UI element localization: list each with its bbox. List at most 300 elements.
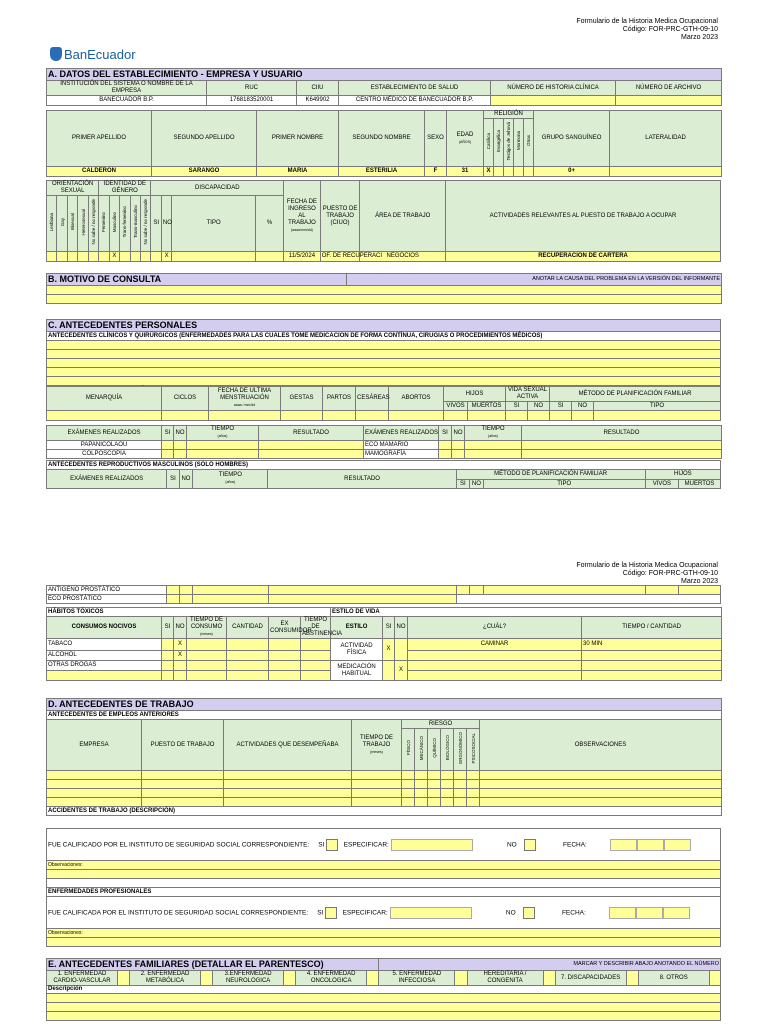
empleo-field[interactable] <box>454 789 467 798</box>
fam-check-2[interactable] <box>201 971 213 986</box>
section-d-table <box>46 698 722 816</box>
metodo-si-label: SI <box>550 402 572 411</box>
hijos-field[interactable] <box>645 586 678 595</box>
puesto-value[interactable]: OF. DE RECUPERACI <box>320 252 360 262</box>
empleo-field[interactable] <box>480 780 722 789</box>
habitos-heading: HÁBITOS TÓXICOS <box>47 608 331 617</box>
empleo-field[interactable] <box>415 771 428 780</box>
ident-check[interactable] <box>130 252 140 262</box>
primer-nombre-value[interactable]: MARIA <box>257 167 339 177</box>
eco-prostatico-label: ECO PROSTÁTICO <box>47 595 167 604</box>
riesgo-opt <box>415 729 428 771</box>
actividad-tiempo[interactable] <box>582 651 722 661</box>
exam-check[interactable] <box>162 450 174 459</box>
enfermedades-observaciones[interactable]: Observaciones: <box>47 929 721 938</box>
tiempo-label: TIEMPO <box>218 472 242 478</box>
col-institucion: INSTITUCIÓN DEL SISTEMA O NOMBRE DE LA EMPRESA <box>47 81 207 96</box>
disc-si-check[interactable] <box>151 252 161 262</box>
masc-no-label: NO <box>179 470 193 489</box>
primer-apellido-value[interactable]: CALDERON <box>47 167 152 177</box>
calif2-no-checkbox[interactable] <box>523 907 535 919</box>
masculinos-heading: ANTECEDENTES REPRODUCTIVOS MASCULINOS (SOLO HOMBRES) <box>47 461 721 470</box>
antigeno-tiempo[interactable] <box>193 586 268 595</box>
metodo-check[interactable] <box>456 586 470 595</box>
empleo-field[interactable] <box>352 771 402 780</box>
ident-check[interactable] <box>140 252 150 262</box>
col-orientacion: ORIENTACIÓN SEXUAL <box>47 181 99 196</box>
segundo-nombre-value[interactable]: ESTERILIA <box>339 167 425 177</box>
tabaco-ex[interactable] <box>269 639 301 651</box>
ident-check[interactable] <box>120 252 130 262</box>
metodo-field[interactable] <box>483 586 645 595</box>
calif-si-checkbox[interactable] <box>326 839 338 851</box>
col-discapacidad: DISCAPACIDAD <box>151 181 284 196</box>
actividad-fisica-si[interactable]: X <box>383 639 395 661</box>
fam-descripcion-label: Descripción <box>47 986 721 994</box>
clinicos-line[interactable] <box>47 368 721 377</box>
empleo-field[interactable] <box>454 798 467 807</box>
fam-check-5[interactable] <box>455 971 467 986</box>
actividad-cual[interactable] <box>408 651 582 661</box>
empleo-field[interactable] <box>441 780 454 789</box>
fecha-aaaa[interactable] <box>610 839 637 851</box>
alcohol-no[interactable]: X <box>174 651 187 661</box>
gineco-field[interactable] <box>162 411 209 421</box>
masc-si-label: SI <box>167 470 180 489</box>
ident-opt <box>130 196 140 252</box>
religion-otras-check[interactable] <box>524 167 534 177</box>
ident-check[interactable] <box>99 252 109 262</box>
fecha-mm[interactable] <box>637 839 664 851</box>
calif2-fecha-label: FECHA: <box>561 909 586 917</box>
exam-check[interactable] <box>174 450 187 459</box>
orient-check[interactable] <box>78 252 88 262</box>
col-grupo-sanguineo: GRUPO SANGUÍNEO <box>534 111 610 167</box>
accidentes-line[interactable] <box>47 870 721 879</box>
historia-clinica-field[interactable] <box>491 96 616 106</box>
fam-check-8[interactable] <box>709 971 720 986</box>
motivo-line[interactable] <box>47 295 722 304</box>
lateralidad-field[interactable] <box>610 167 722 177</box>
otras-field[interactable] <box>187 671 227 681</box>
empleo-field[interactable] <box>428 789 441 798</box>
empleo-field[interactable] <box>402 780 415 789</box>
enfermedades-line[interactable] <box>47 938 721 947</box>
fam-descripcion-line[interactable] <box>47 1003 721 1012</box>
empleo-field[interactable] <box>454 780 467 789</box>
col-hijos: HIJOS <box>444 387 506 402</box>
section-e-note: MARCAR Y DESCRIBIR ABAJO ANOTANDO EL NÚMERO <box>379 959 721 971</box>
otras-si[interactable] <box>162 661 174 671</box>
exam2-si-label: SI <box>439 426 452 441</box>
empleo-field[interactable] <box>415 798 428 807</box>
empleo-field[interactable] <box>402 771 415 780</box>
form-code: Código: FOR-PRC-GTH-09-10 <box>622 26 718 33</box>
motivo-line[interactable] <box>47 286 722 295</box>
form-title: Formulario de la Historia Medica Ocupacional <box>576 18 718 25</box>
exam-field[interactable] <box>259 450 364 459</box>
antigeno-resultado[interactable] <box>268 586 456 595</box>
orient-lesbiana: Lesbiana <box>49 212 55 232</box>
clinicos-line[interactable] <box>47 341 721 350</box>
exam-field[interactable] <box>465 441 522 450</box>
archivo-field[interactable] <box>616 96 722 106</box>
ident-nsnr: No sabe / no responde <box>143 199 149 245</box>
orient-check[interactable] <box>47 252 57 262</box>
eco-tiempo[interactable] <box>193 595 268 604</box>
gineco-field[interactable] <box>356 411 389 421</box>
disc-pct-field[interactable] <box>255 252 283 262</box>
enfermedades-calificacion-row <box>47 897 721 929</box>
clinicos-line[interactable] <box>47 359 721 368</box>
ident-femenino: Femenino <box>101 211 107 232</box>
segundo-apellido-value[interactable]: SARANGO <box>152 167 257 177</box>
otras-field[interactable] <box>301 661 331 671</box>
edad-unit: (AÑOS) <box>458 139 472 144</box>
gineco-field[interactable] <box>281 411 323 421</box>
eco-no[interactable] <box>179 595 193 604</box>
fecha2-dd[interactable] <box>663 907 690 919</box>
tiempo-consumo-label: TIEMPO DE CONSUMO <box>189 617 223 630</box>
vida-no-label: NO <box>528 402 550 411</box>
disc-tipo-field[interactable] <box>172 252 256 262</box>
alcohol-ex[interactable] <box>269 651 301 661</box>
religion-evangelica-check[interactable] <box>494 167 504 177</box>
empleo-field[interactable] <box>224 798 352 807</box>
medicacion-cual[interactable] <box>408 661 582 671</box>
calif-especificar-field[interactable] <box>391 839 473 851</box>
section-a-table <box>46 68 722 106</box>
accidentes-observaciones[interactable]: Observaciones: <box>47 861 721 870</box>
empleo-field[interactable] <box>415 780 428 789</box>
exam-check[interactable] <box>452 450 465 459</box>
exam-field[interactable] <box>522 450 722 459</box>
orient-opt <box>88 196 98 252</box>
clinicos-line[interactable] <box>47 350 721 359</box>
col-cantidad: CANTIDAD <box>227 617 269 639</box>
gineco-field[interactable] <box>528 411 550 421</box>
fam-check-6[interactable] <box>543 971 555 986</box>
section-c-title: C. ANTECEDENTES PERSONALES <box>47 320 721 332</box>
actividad-tiempo[interactable]: 30 MIN <box>582 639 722 651</box>
fum-unit: aaaa / mm/dd <box>233 403 256 407</box>
masc-metodo-label: MÉTODO DE PLANIFICACIÓN FAMILIAR <box>456 470 645 480</box>
empleo-field[interactable] <box>142 771 224 780</box>
ident-opt <box>99 196 109 252</box>
calif-no-checkbox[interactable] <box>524 839 536 851</box>
religion-opt <box>514 119 524 167</box>
col-primer-nombre: PRIMER NOMBRE <box>257 111 339 167</box>
empleo-field[interactable] <box>480 771 722 780</box>
gineco-field[interactable] <box>468 411 506 421</box>
empleo-field[interactable] <box>352 780 402 789</box>
alcohol-abst[interactable] <box>301 651 331 661</box>
empleos-heading: ANTECEDENTES DE EMPLEOS ANTERIORES <box>47 711 722 720</box>
gineco-field[interactable] <box>209 411 281 421</box>
exam-field[interactable] <box>465 450 522 459</box>
disc-pct-label: % <box>255 196 283 252</box>
fam-check-1[interactable] <box>117 971 129 986</box>
alcohol-label: ALCOHOL <box>47 651 162 661</box>
calif2-no-label: NO <box>505 909 516 917</box>
empleo-field[interactable] <box>224 789 352 798</box>
metodo-tipo-label: TIPO <box>594 402 721 411</box>
exam-field[interactable] <box>187 450 259 459</box>
exam-check[interactable] <box>439 450 452 459</box>
otras-field[interactable] <box>162 671 174 681</box>
exam-field[interactable] <box>259 441 364 450</box>
orient-opt <box>78 196 88 252</box>
otras-field[interactable] <box>187 661 227 671</box>
exam-check[interactable] <box>174 441 187 450</box>
accidentes-calificacion-row <box>47 829 721 861</box>
exam-label: EXÁMENES REALIZADOS <box>47 426 162 441</box>
otras-field[interactable] <box>47 671 162 681</box>
otras-field[interactable] <box>174 671 187 681</box>
fam-check-4[interactable] <box>367 971 379 986</box>
gineco-field[interactable] <box>323 411 356 421</box>
section-b-table <box>46 273 722 304</box>
clinicos-heading: ANTECEDENTES CLÍNICOS Y QUIRÚRGICOS (ENFERMEDADES PARA LAS CUALES TOME MEDICACION DE FORMA CONTÍNUA, CIRUGIAS O PROCEDIMIENTOS MÉDICOS) <box>47 332 721 341</box>
exam-check[interactable] <box>439 441 452 450</box>
gineco-field[interactable] <box>550 411 572 421</box>
alcohol-si[interactable] <box>162 651 174 661</box>
masc-muertos: MUERTOS <box>679 480 721 489</box>
exam2-resultado-label: RESULTADO <box>522 426 722 441</box>
section-e-title: E. ANTECEDENTES FAMILIARES (DETALLAR EL PARENTESCO) <box>47 959 379 971</box>
col-menarquia: MENARQUÍA <box>47 387 162 411</box>
eco-si[interactable] <box>167 595 180 604</box>
actividad-cual[interactable]: CAMINAR <box>408 639 582 651</box>
exam-check[interactable] <box>452 441 465 450</box>
exam-si-label: SI <box>162 426 174 441</box>
religion-mormona-check[interactable] <box>514 167 524 177</box>
sexo-value[interactable]: F <box>425 167 447 177</box>
empleo-field[interactable] <box>402 798 415 807</box>
masc-tiempo-label <box>193 470 268 489</box>
religion-catolica-check[interactable]: X <box>484 167 494 177</box>
otras-field[interactable] <box>269 661 301 671</box>
ruc-value[interactable]: 1768183520001 <box>207 96 297 106</box>
empleo-field[interactable] <box>467 798 480 807</box>
otras-field[interactable] <box>301 671 331 681</box>
fam-check-7[interactable] <box>626 971 638 986</box>
riesgo-opt <box>402 729 415 771</box>
tabaco-cantidad[interactable] <box>227 639 269 651</box>
gineco-field[interactable] <box>594 411 721 421</box>
col-ruc: RUC <box>207 81 297 96</box>
fam-item-4: 4. ENFERMEDAD ONCOLOGICA <box>296 971 367 986</box>
riesgo-quimico: QUÍMICO <box>431 738 437 758</box>
empleo-field[interactable] <box>428 771 441 780</box>
metodo-check[interactable] <box>470 586 484 595</box>
medicacion-tiempo[interactable] <box>582 671 722 681</box>
empleo-field[interactable] <box>441 771 454 780</box>
section-b-note: ANOTAR LA CAUSA DEL PROBLEMA EN LA VERSIÓN DEL INFORMANTE <box>347 274 722 286</box>
col-gestas: GESTAS <box>281 387 323 411</box>
religion-opt <box>484 119 494 167</box>
empleo-field[interactable] <box>467 780 480 789</box>
empleo-field[interactable] <box>480 798 722 807</box>
exam2-label: EXÁMENES REALIZADOS <box>364 426 439 441</box>
riesgo-mecanico: MECÁNICO <box>418 735 424 761</box>
area-value[interactable]: NEGOCIOS <box>360 252 446 262</box>
institucion-value[interactable]: BANECUADOR B.P. <box>47 96 207 106</box>
col-ciiu: CIIU <box>297 81 339 96</box>
col-establecimiento: ESTABLECIMIENTO DE SALUD <box>339 81 491 96</box>
orient-check[interactable] <box>67 252 77 262</box>
medicacion-si[interactable] <box>383 661 395 681</box>
grupo-sanguineo-value[interactable]: 0+ <box>534 167 610 177</box>
tiempo-unit: (años) <box>225 480 236 484</box>
gineco-table <box>46 386 721 421</box>
col-no: NO <box>174 617 187 639</box>
mamografia-label: MAMOGRAFÍA <box>364 450 439 459</box>
tabaco-tiempo[interactable] <box>187 639 227 651</box>
empleo-field[interactable] <box>352 789 402 798</box>
otras-field[interactable] <box>269 671 301 681</box>
medicacion-tiempo[interactable] <box>582 661 722 671</box>
ciiu-value[interactable]: K649902 <box>297 96 339 106</box>
col-archivo: NÚMERO DE ARCHIVO <box>616 81 722 96</box>
exam2-no-label: NO <box>452 426 465 441</box>
pap-label: PAPANICOLAOU <box>47 441 162 450</box>
col-si: SI <box>162 617 174 639</box>
empleo-field[interactable] <box>224 780 352 789</box>
clinicos-line[interactable] <box>47 377 721 386</box>
estilo-heading: ESTILO DE VIDA <box>331 608 722 617</box>
fecha2-aaaa[interactable] <box>609 907 636 919</box>
fam-descripcion-line[interactable] <box>47 994 721 1003</box>
medicacion-no[interactable]: X <box>395 661 408 681</box>
empleo-field[interactable] <box>142 798 224 807</box>
empleo-field[interactable] <box>467 771 480 780</box>
empleo-field[interactable] <box>47 780 142 789</box>
form-header <box>576 18 718 42</box>
col-fum <box>209 387 281 411</box>
religion-opt <box>504 119 514 167</box>
orient-check[interactable] <box>88 252 98 262</box>
tiempo-label: TIEMPO <box>481 426 505 432</box>
religion-testigos-check[interactable] <box>504 167 514 177</box>
logo-text: BanEcuador <box>64 47 136 62</box>
tabaco-si[interactable] <box>162 639 174 651</box>
empleo-field[interactable] <box>224 771 352 780</box>
calif-no-label: NO <box>506 841 517 849</box>
gineco-field[interactable] <box>389 411 444 421</box>
calif-especificar-label: ESPECIFICAR: <box>343 841 389 849</box>
ident-femenino-check[interactable]: X <box>109 252 119 262</box>
exam2-tiempo-label <box>465 426 522 441</box>
empleo-field[interactable] <box>467 789 480 798</box>
empleo-field[interactable] <box>454 771 467 780</box>
empleo-field[interactable] <box>428 798 441 807</box>
section-b-title: B. MOTIVO DE CONSULTA <box>47 274 347 286</box>
gineco-field[interactable] <box>506 411 528 421</box>
empleo-field[interactable] <box>47 771 142 780</box>
otras-field[interactable] <box>227 671 269 681</box>
actividad-fisica-label: ACTIVIDAD FÍSICA <box>331 639 383 661</box>
empleo-field[interactable] <box>47 789 142 798</box>
empleo-field[interactable] <box>142 780 224 789</box>
establecimiento-value[interactable]: CENTRO MÉDICO DE BANECUADOR B.P. <box>339 96 491 106</box>
masc-metodo-no: NO <box>470 480 484 489</box>
empleo-field[interactable] <box>415 789 428 798</box>
antigeno-si[interactable] <box>167 586 180 595</box>
calif2-si-checkbox[interactable] <box>325 907 337 919</box>
form-date: Marzo 2023 <box>681 34 718 41</box>
fam-descripcion-line[interactable] <box>47 1012 721 1021</box>
empleo-field[interactable] <box>480 789 722 798</box>
empleo-field[interactable] <box>47 798 142 807</box>
fam-check-3[interactable] <box>284 971 296 986</box>
fecha-dd[interactable] <box>664 839 691 851</box>
actividades-value[interactable]: RECUPERACION DE CARTERA <box>446 252 721 262</box>
fecha-ingreso-value[interactable]: 11/5/2024 <box>284 252 321 262</box>
riesgo-opt <box>467 729 480 771</box>
fam-item-1: 1. ENFERMEDAD CARDIO-VASCULAR <box>47 971 118 986</box>
ident-masculino: Masculino <box>111 211 117 233</box>
otras-field[interactable] <box>227 661 269 671</box>
gineco-field[interactable] <box>572 411 594 421</box>
empleo-field[interactable] <box>428 780 441 789</box>
calif-fecha-label: FECHA: <box>563 841 587 849</box>
otras-no[interactable] <box>174 661 187 671</box>
calif2-especificar-field[interactable] <box>390 907 472 919</box>
col-actividades: ACTIVIDADES RELEVANTES AL PUESTO DE TRABAJO A OCUPAR <box>446 181 721 252</box>
edad-label: EDAD <box>456 131 474 138</box>
orient-check[interactable] <box>57 252 67 262</box>
eco-resultado[interactable] <box>268 595 456 604</box>
empleo-field[interactable] <box>142 789 224 798</box>
empleo-field[interactable] <box>441 798 454 807</box>
empleo-field[interactable] <box>352 798 402 807</box>
alcohol-cantidad[interactable] <box>227 651 269 661</box>
antigeno-no[interactable] <box>179 586 193 595</box>
col-puesto: PUESTO DE TRABAJO <box>142 720 224 771</box>
orient-gay: Gay <box>59 217 65 227</box>
col-estilo: ESTILO <box>331 617 383 639</box>
exam-field[interactable] <box>187 441 259 450</box>
tabaco-abst[interactable] <box>301 639 331 651</box>
alcohol-tiempo[interactable] <box>187 651 227 661</box>
section-e-table <box>46 958 721 1021</box>
exam-check[interactable] <box>162 441 174 450</box>
empleo-field[interactable] <box>441 789 454 798</box>
enfermedades-heading: ENFERMEDADES PROFESIONALES <box>47 888 721 897</box>
hijos-field[interactable] <box>679 586 721 595</box>
orient-opt <box>47 196 57 252</box>
empleo-field[interactable] <box>402 789 415 798</box>
form-date: Marzo 2023 <box>681 578 718 585</box>
actividad-fisica-no[interactable] <box>395 639 408 661</box>
gineco-field[interactable] <box>47 411 162 421</box>
antigeno-label: ANTIGENO PROSTÁTICO <box>47 586 167 595</box>
disc-no-check[interactable]: X <box>161 252 171 262</box>
tabaco-no[interactable]: X <box>174 639 187 651</box>
edad-value[interactable]: 31 <box>447 167 484 177</box>
orient-opt <box>67 196 77 252</box>
gineco-field[interactable] <box>444 411 468 421</box>
exam-field[interactable] <box>522 441 722 450</box>
religion-otras: Otras <box>526 135 532 147</box>
ident-trans-masc: Trans-masculino <box>132 205 138 239</box>
col-empresa: EMPRESA <box>47 720 142 771</box>
accidentes-table <box>46 828 721 947</box>
masc-resultado-label: RESULTADO <box>268 470 456 489</box>
fecha2-mm[interactable] <box>636 907 663 919</box>
medicacion-cual[interactable] <box>408 671 582 681</box>
